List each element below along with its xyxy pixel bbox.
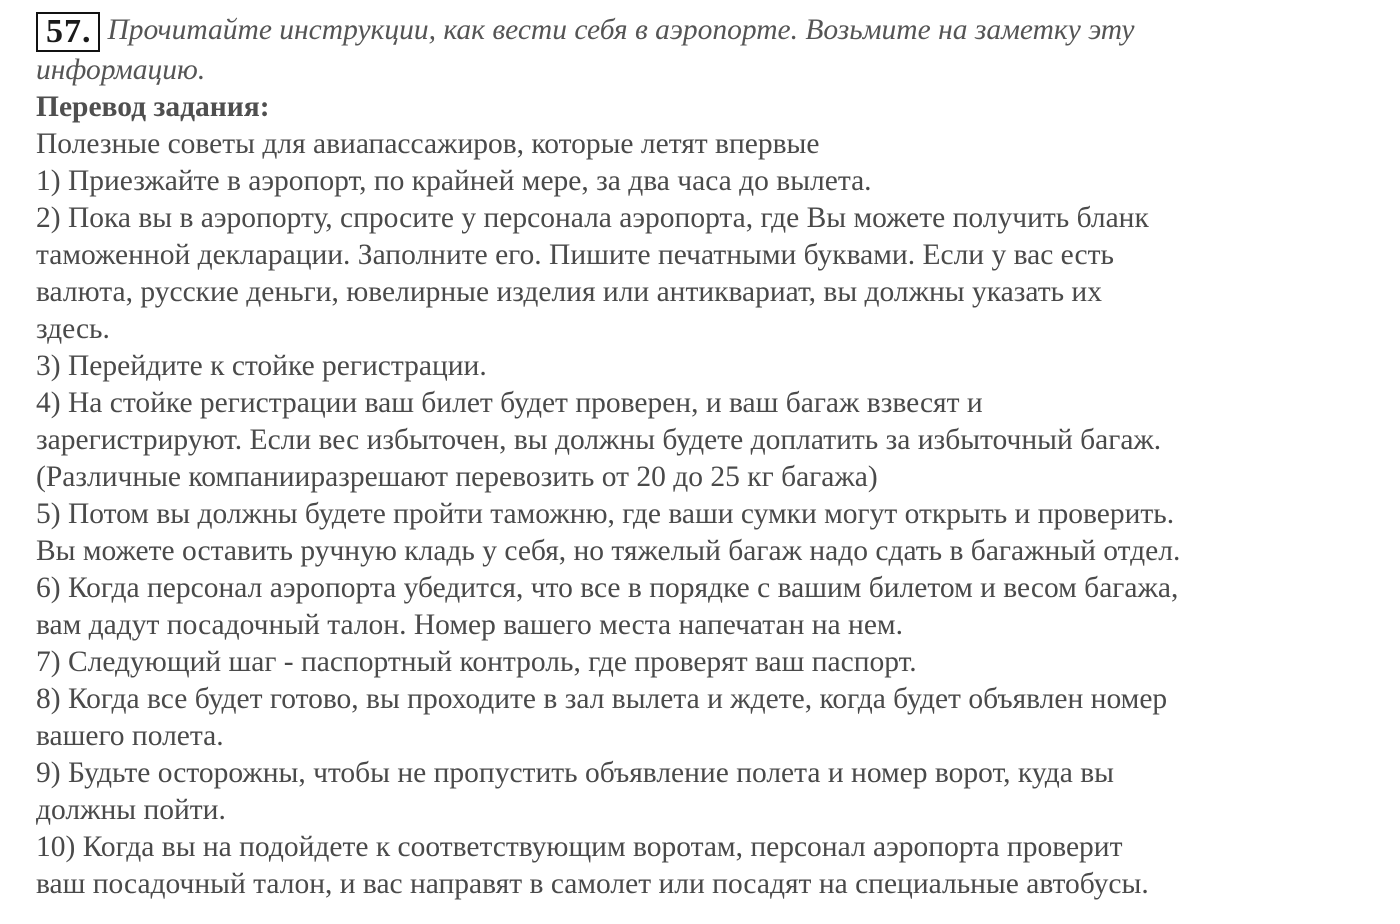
- text-line: (Различные компанииразрешают перевозить от 20 до 25 кг багажа): [36, 461, 878, 493]
- task-instruction-line1: Прочитайте инструкции, как вести себя в аэропорте. Возьмите на заметку эту: [107, 14, 1135, 46]
- task-number: 57.: [36, 12, 100, 52]
- text-line: 5) Потом вы должны будете пройти таможню, где ваши сумки могут открыть и проверить.: [36, 498, 1175, 530]
- text-line: ваш посадочный талон, и вас направят в самолет или посадят на специальные автобусы.: [36, 868, 1149, 900]
- document-page: [36, 12, 1376, 903]
- text-line: 1) Приезжайте в аэропорт, по крайней мере, за два часа до вылета.: [36, 165, 872, 197]
- text-line: 4) На стойке регистрации ваш билет будет проверен, и ваш багаж взвесят и: [36, 387, 983, 419]
- text-line: валюта, русские деньги, ювелирные изделия или антиквариат, вы должны указать их: [36, 276, 1102, 308]
- text-line: Полезные советы для авиапассажиров, которые летят впервые: [36, 128, 820, 160]
- text-line: 8) Когда все будет готово, вы проходите в зал вылета и ждете, когда будет объявлен номер: [36, 683, 1168, 715]
- text-line: должны пойти.: [36, 794, 226, 826]
- text-line: зарегистрируют. Если вес избыточен, вы должны будете доплатить за избыточный багаж.: [36, 424, 1162, 456]
- text-line: 6) Когда персонал аэропорта убедится, что все в порядке с вашим билетом и весом багажа,: [36, 572, 1179, 604]
- text-line: 7) Следующий шаг - паспортный контроль, где проверят ваш паспорт.: [36, 646, 917, 678]
- text-line: таможенной декларации. Заполните его. Пишите печатными буквами. Если у вас есть: [36, 239, 1114, 271]
- text-line: вашего полета.: [36, 720, 224, 752]
- task-header: [36, 12, 1376, 52]
- text-line: Вы можете оставить ручную кладь у себя, но тяжелый багаж надо сдать в багажный отдел.: [36, 535, 1181, 567]
- text-line: вам дадут посадочный талон. Номер вашего места напечатан на нем.: [36, 609, 903, 641]
- translation-heading: Перевод задания:: [36, 91, 270, 123]
- text-line: 9) Будьте осторожны, чтобы не пропустить объявление полета и номер ворот, куда вы: [36, 757, 1114, 789]
- text-line: здесь.: [36, 313, 110, 345]
- text-line: 10) Когда вы на подойдете к соответствующим воротам, персонал аэропорта проверит: [36, 831, 1123, 863]
- task-instruction-line2: информацию.: [36, 54, 206, 86]
- translation-body: [36, 126, 1376, 903]
- text-line: 2) Пока вы в аэропорту, спросите у персонала аэропорта, где Вы можете получить бланк: [36, 202, 1149, 234]
- text-line: 3) Перейдите к стойке регистрации.: [36, 350, 487, 382]
